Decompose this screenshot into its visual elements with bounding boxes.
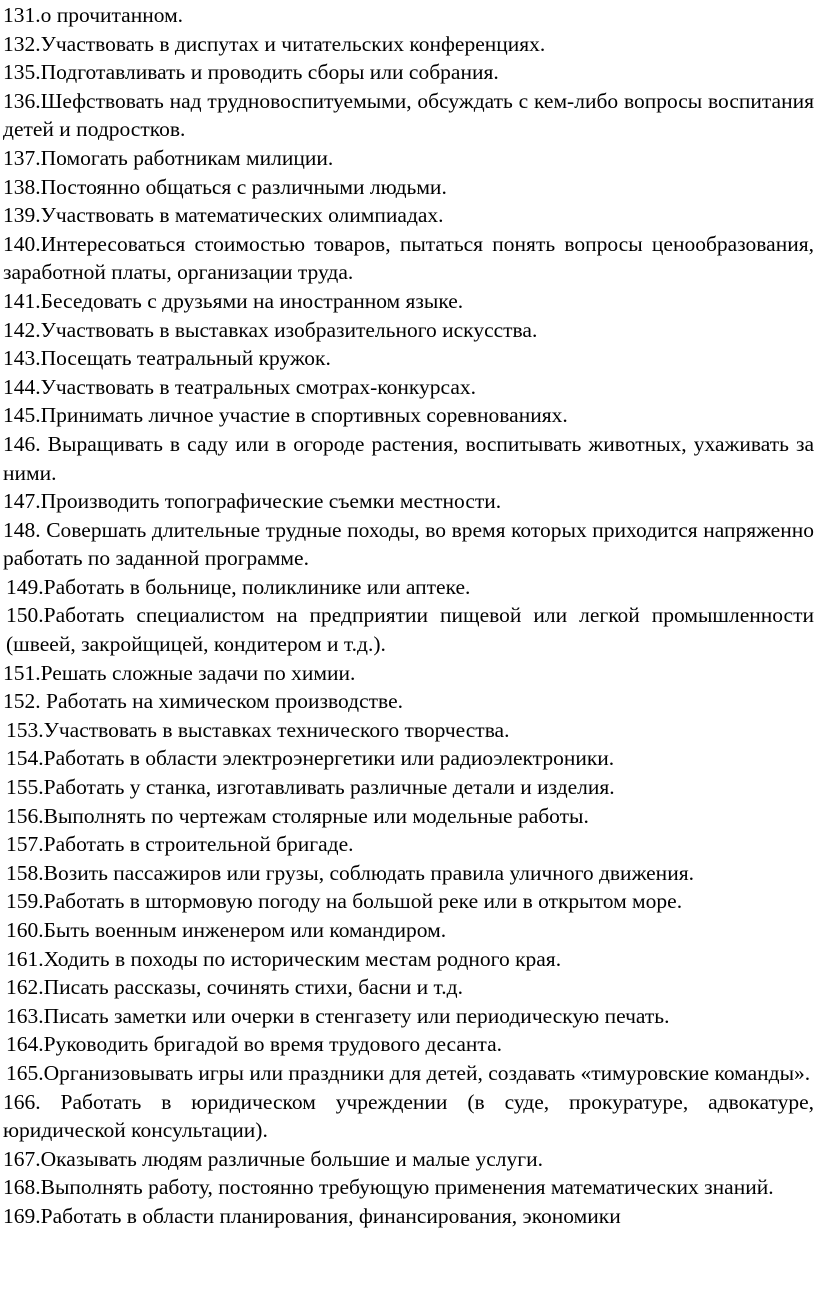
list-item: 143.Посещать театральный кружок. (3, 346, 331, 371)
list-item: 147.Производить топографические съемки местности. (3, 489, 502, 514)
list-item: 144.Участвовать в театральных смотрах-конкурсах. (3, 374, 476, 399)
list-item: 139.Участвовать в математических олимпиадах. (3, 203, 444, 228)
document-body (3, 1, 814, 1231)
list-item: 136.Шефствовать над трудновоспитуемыми, обсуждать с кем-либо вопросы воспитания детей и подростков. (3, 88, 814, 142)
list-item: 132.Участвовать в диспутах и читательских конференциях. (3, 31, 546, 56)
list-item: 164.Руководить бригадой во время трудового десанта. (6, 1032, 502, 1057)
list-item: 150.Работать специалистом на предприятии пищевой или легкой промышленности (швеей, закройщицей, кондитером и т.д.). (6, 603, 814, 657)
list-item: 157.Работать в строительной бригаде. (6, 832, 354, 857)
list-item: 165.Организовывать игры или праздники для детей, создавать «тимуровские команды». (6, 1060, 811, 1085)
list-item: 141.Беседовать с друзьями на иностранном языке. (3, 288, 464, 313)
list-item: 148. Совершать длительные трудные походы, во время которых приходится напряженно работать по заданной программе. (3, 517, 814, 571)
list-item: 152. Работать на химическом производстве. (3, 689, 403, 714)
list-item: 169.Работать в области планирования, финансирования, экономики (3, 1203, 621, 1228)
list-item: 149.Работать в больнице, поликлинике или аптеке. (6, 574, 471, 599)
list-item: 155.Работать у станка, изготавливать различные детали и изделия. (6, 775, 615, 800)
list-item: 168.Выполнять работу, постоянно требующую применения математических знаний. (3, 1175, 774, 1200)
list-item: 156.Выполнять по чертежам столярные или модельные работы. (6, 803, 589, 828)
list-item: 163.Писать заметки или очерки в стенгазету или периодическую печать. (6, 1003, 670, 1028)
list-item: 138.Постоянно общаться с различными людьми. (3, 174, 447, 199)
list-item: 140.Интересоваться стоимостью товаров, пытаться понять вопросы ценообразования, заработной платы, организации труда. (3, 231, 814, 285)
list-item: 158.Возить пассажиров или грузы, соблюдать правила уличного движения. (6, 860, 694, 885)
list-item: 142.Участвовать в выставках изобразительного искусства. (3, 317, 538, 342)
list-item: 145.Принимать личное участие в спортивных соревнованиях. (3, 403, 568, 428)
list-item: 162.Писать рассказы, сочинять стихи, басни и т.д. (6, 975, 463, 1000)
list-item: 146. Выращивать в саду или в огороде растения, воспитывать животных, ухаживать за ними. (3, 431, 814, 485)
list-item: 159.Работать в штормовую погоду на большой реке или в открытом море. (6, 889, 683, 914)
list-item: 166. Работать в юридическом учреждении (в суде, прокуратуре, адвокатуре, юридической консультации). (3, 1089, 814, 1143)
list-item: 160.Быть военным инженером или командиром. (6, 918, 447, 942)
list-item: 167.Оказывать людям различные большие и малые услуги. (3, 1146, 543, 1171)
list-item: 151.Решать сложные задачи по химии. (3, 660, 356, 685)
list-item: 137.Помогать работникам милиции. (3, 145, 334, 170)
list-item: 161.Ходить в походы по историческим местам родного края. (6, 946, 562, 971)
list-item: 153.Участвовать в выставках технического творчества. (6, 717, 510, 742)
list-item: 131.о прочитанном. (3, 3, 184, 27)
list-item: 135.Подготавливать и проводить сборы или собрания. (3, 60, 499, 85)
list-item: 154.Работать в области электроэнергетики или радиоэлектроники. (6, 746, 615, 771)
